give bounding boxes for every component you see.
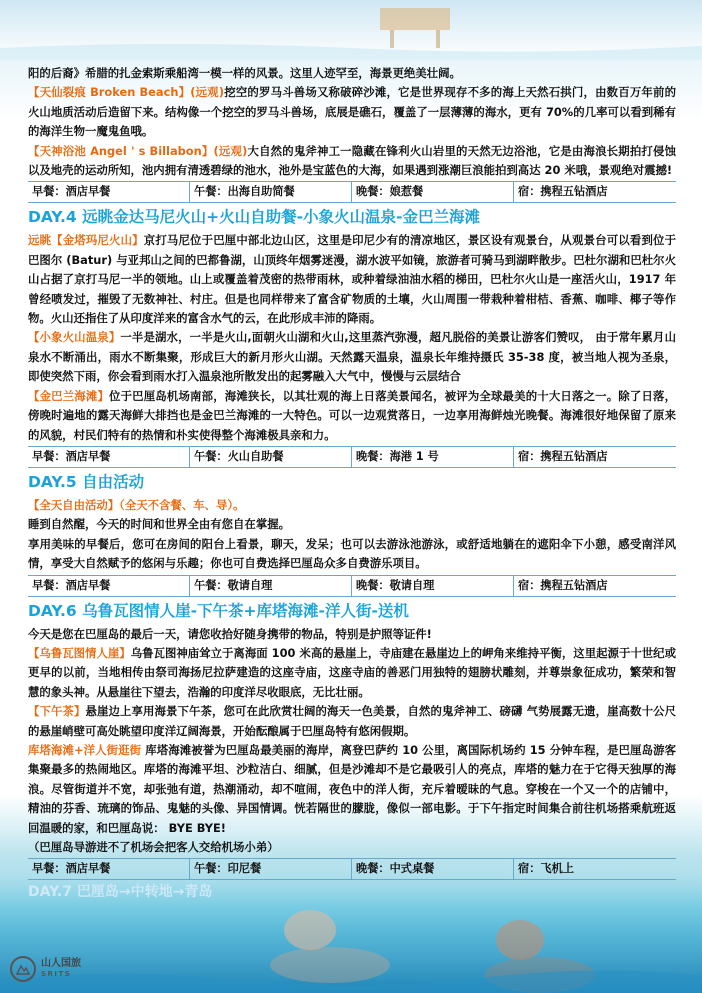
kuta-title: 库塔海滩+洋人街逛街 xyxy=(28,742,142,757)
day6-hotel: 宿：飞机上 xyxy=(518,862,574,875)
day6-meals-row xyxy=(28,858,676,880)
angel-billabong-paragraph xyxy=(28,142,676,181)
day6-breakfast: 早餐：酒店早餐 xyxy=(28,859,190,879)
jimbaran-text: 位于巴厘岛机场南部，海滩狭长，以其壮观的海上日落美景闻名，被评为全球最美的十大日落之一。除了日落，傍晚时遍地的露天海鲜大排挡也是金巴兰海滩的一大特色。可以一边观赏落日，一边享用海鲜烛光晚餐。海滩很好地保留了原来的风貌，村民们特有的热情和朴实使得整个海滩极具亲和力。 xyxy=(28,388,676,442)
kintamani-paragraph xyxy=(28,231,676,328)
day5-dinner: 晚餐：敬请自理 xyxy=(352,576,514,596)
free-activity-title: 【全天自由活动】（全天不含餐、车、导）。 xyxy=(28,497,245,512)
jimbaran-paragraph xyxy=(28,387,676,445)
broken-beach-text: 挖空的罗马斗兽场又称破碎沙滩，它是世界现存不多的海上天然石拱门，由数百万年前的火山地质活动后造留下来。结构像一个挖空的罗马斗兽场，底展是礁石，覆盖了一层薄薄的海水，更有 70%的几率可以看到稀有的海洋生物一魔鬼鱼哦。 xyxy=(28,85,676,139)
day3-breakfast: 早餐：酒店早餐 xyxy=(28,182,190,202)
hotspring-paragraph xyxy=(28,328,676,386)
day6-dinner: 晚餐：中式桌餐 xyxy=(352,859,514,879)
day6-intro: 今天是您在巴厘岛的最后一天，请您收拾好随身携带的物品，特别是护照等证件! xyxy=(28,626,432,641)
day4-lunch: 午餐：火山自助餐 xyxy=(190,447,352,467)
kuta-paragraph xyxy=(28,741,676,838)
day6-title: DAY.6 乌鲁瓦图情人崖-下午茶+库塔海滩-洋人街-送机 xyxy=(28,601,409,620)
day5-breakfast: 早餐：酒店早餐 xyxy=(28,576,190,596)
day4-title: DAY.4 远眺金达马尼火山+火山自助餐-小象火山温泉-金巴兰海滩 xyxy=(28,208,480,227)
day3-dinner: 晚餐：娘惹餐 xyxy=(352,182,514,202)
afternoon-tea-title: 【下午茶】 xyxy=(28,704,86,719)
day3-intro: 阳的后裔》希腊的扎金索斯乘船湾一模一样的风景。这里人迹罕至，海景更绝美壮阔。 xyxy=(28,66,461,80)
day6-lunch: 午餐：印尼餐 xyxy=(190,859,352,879)
day4-dinner: 晚餐：海港 1 号 xyxy=(352,447,514,467)
jimbaran-title: 【金巴兰海滩】 xyxy=(28,388,110,403)
day5-meals-row xyxy=(28,575,676,597)
itinerary-page xyxy=(28,64,676,903)
day4-breakfast: 早餐：酒店早餐 xyxy=(28,447,190,467)
mountain-logo-icon xyxy=(10,956,36,982)
broken-beach-title: 【天仙裂痕 Broken Beach】(远观) xyxy=(28,85,225,100)
angel-billabong-title: 【天神浴池 Angel ' s Billabon】(远观) xyxy=(28,143,248,158)
day3-meals-row xyxy=(28,181,676,203)
hotspring-text: 一半是湖水，一半是火山,面朝火山湖和火山,这里蒸汽弥漫，超凡脱俗的美景让游客们赞叹， 由于常年累月山泉水不断涌出，雨水不断集聚，形成巨大的新月形火山湖。天然露天温泉，温泉长年维持摄氏 35-38 度，被当地人视为圣泉，即使突然下雨，你会看到雨水打入温泉池所散发出的起雾融入大气中，慢慢与云层结合 xyxy=(28,330,676,384)
day3-lunch: 午餐：出海自助简餐 xyxy=(190,182,352,202)
uluwatu-paragraph xyxy=(28,644,676,702)
uluwatu-title: 【乌鲁瓦图情人崖】 xyxy=(28,645,131,660)
day7-title: DAY.7 巴厘岛→中转地→青岛 xyxy=(28,884,213,900)
broken-beach-paragraph xyxy=(28,83,676,141)
top-sea-decoration xyxy=(0,0,702,60)
uluwatu-text: 乌鲁瓦图神庙耸立于离海面 100 米高的悬崖上，寺庙建在悬崖边上的岬角来维持平衡，这里起源于十世纪或更早的以前，当地相传由祭司海扬尼拉萨建造的这座寺庙，这座寺庙的善恶门用独特的翅膀状雕刻，并尊崇象征成功，繁荣和智慧的象头神。从悬崖往下望去，浩瀚的印度洋尽收眼底，无比壮丽。 xyxy=(28,645,676,699)
day5-title: DAY.5 自由活动 xyxy=(28,472,145,491)
day5-lunch: 午餐：敬请自理 xyxy=(190,576,352,596)
brand-name: 山人国旅 xyxy=(41,958,81,969)
day4-hotel: 宿：携程五钻酒店 xyxy=(518,449,608,463)
afternoon-tea-text: 悬崖边上享用海景下午茶，您可在此欣赏壮阔的海天一色美景，自然的鬼斧神工、磅礴 气势展露无遗，崖高数十公尺的悬崖峭壁可高处眺望印度洋辽阔海景，开始酝酿属于巴厘岛特有悠闲假期。 xyxy=(28,704,676,738)
day5-line1: 睡到自然醒，今天的时间和世界全由有您自在掌握。 xyxy=(28,517,290,532)
kintamani-title: 远眺【金塔玛尼火山】 xyxy=(28,233,144,248)
hotspring-title: 【小象火山温泉】 xyxy=(28,330,121,345)
airport-note: （巴厘岛导游进不了机场会把客人交给机场小弟） xyxy=(28,840,279,854)
kintamani-text: 京打马尼位于巴厘中部北边山区，这里是印尼少有的清凉地区，景区设有观景台，从观景台可以看到位于巴图尔 (Batur) 与亚邦山之间的巴都鲁湖，山顶终年烟雾迷漫，湖水波平如镜，旅游者可骑马到湖畔散步。巴杜尔湖和巴杜尔火山占据了京打马尼一半的领地。山上或覆盖着茂密的热带雨林，或种着绿油油水稻的梯田，巴杜尔火山是一座活火山，1917 年曾经喷发过，摧毁了无数神社、村庄。但是也同样带来了富含矿物质的土壤，火山周围一带栽种着柑桔、香蕉、咖啡、椰子等作物。火山还指住了从印度洋来的富含水气的云，在此形成丰沛的降雨。 xyxy=(28,233,676,326)
day5-line2: 享用美味的早餐后，您可在房间的阳台上看景，聊天，发呆；也可以去游泳池游泳，或舒适地躺在的遮阳伞下小憩，感受南洋风情，享受大自然赋予的悠闲与乐趣；你也可自费选择巴厘岛众多自费游乐项目。 xyxy=(28,536,676,571)
brand-logo xyxy=(10,956,81,982)
brand-subtitle: SRITS xyxy=(41,970,72,978)
day5-hotel: 宿：携程五钻酒店 xyxy=(518,578,608,592)
kuta-text: 库塔海滩被誉为巴厘岛最美丽的海岸，离登巴萨约 10 公里，离国际机场约 15 分钟车程，是巴厘岛游客集聚最多的热闹地区。库塔的海滩平坦、沙粒洁白、细腻，但是沙滩却不是它最吸引人的亮点，库塔的魅力在于它得天独厚的海浪。尽管街道并不宽，却张弛有道，热潮涌动，却不喧闹，夜色中的洋人街，充斥着暧昧的气息。穿梭在一个又一个的店铺中，精油的芬香、琉璃的饰品、鬼魅的头像、异国情调。恍若隔世的朦胧，像似一部电影。于下午指定时间集合前往机场搭乘航班返回温暖的家，和巴厘岛说： BYE BYE! xyxy=(28,742,676,835)
day4-meals-row xyxy=(28,446,676,468)
day3-hotel: 宿：携程五钻酒店 xyxy=(518,185,608,199)
brand-name-block xyxy=(41,958,81,980)
afternoon-tea-paragraph xyxy=(28,702,676,741)
angel-billabong-text: 大自然的鬼斧神工一隐藏在锋利火山岩里的天然无边浴池，它是由海浪长期拍打侵蚀以及地壳的运动所知，池内拥有清透碧绿的池水，池外是宝蓝色的大海，如果遇到涨潮巨浪能拍到高达 20 米哦，景观绝对震撼! xyxy=(28,143,676,178)
